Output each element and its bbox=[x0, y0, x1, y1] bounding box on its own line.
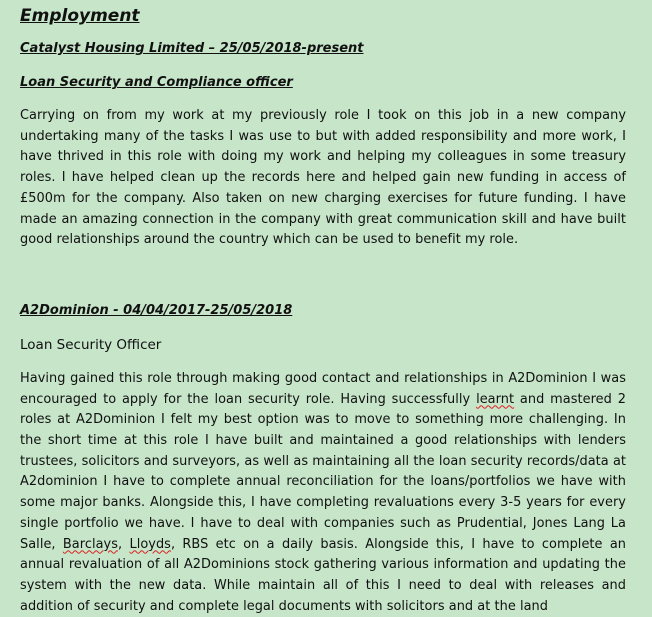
section-heading: Employment bbox=[20, 6, 140, 26]
spellcheck-word-learnt: learnt bbox=[476, 391, 515, 407]
job-2-description-part-3: and mastered 2 roles at A2Dominion I felt my best option was to move to something more challenging. In the short time at this role I have built and maintained a good relationships with lenders trustees, solicitors and surveyors, as well as maintaining all the loan security records/data at A2dominion I have to complete annual reconciliation for the loans/portfolios we have with some major banks. Alongside this, I have completing revaluations every 3-5 years for every single portfolio we have. I have to deal with companies such as Prudential, Jones Lang La Salle, bbox=[20, 391, 626, 552]
job-1-description: Carrying on from my work at my previously role I took on this job in a new company undertaking many of the tasks I was use to but with added responsibility and more work, I have thrived in this role with doing my work and helping my colleagues in some treasury roles. I have helped clean up the records here and helped gain new funding in access of £500m for the company. Also taken on new charging exercises for future funding. I have made an amazing connection in the company with great communication skill and have built good relationships around the country which can be used to benefit my role. bbox=[20, 108, 626, 248]
job-2-company-line: A2Dominion - 04/04/2017-25/05/2018 bbox=[20, 302, 293, 318]
document-body bbox=[20, 0, 626, 617]
job-2-description bbox=[20, 369, 626, 617]
spellcheck-word-barclays: Barclays bbox=[62, 536, 118, 552]
job-2-description-part-5: , bbox=[117, 536, 130, 552]
spellcheck-word-lloyds: Lloyds bbox=[129, 536, 171, 552]
job-1-role-title: Loan Security and Compliance officer bbox=[20, 75, 293, 90]
job-1-company-line: Catalyst Housing Limited – 25/05/2018-present bbox=[20, 41, 364, 56]
job-2-description-part-7: , RBS etc on a daily basis. Alongside this, I have to complete an annual revaluation of all A2Dominions stock gathering various information and updating the system with the new data. While maintain all of this I need to deal with releases and addition of security and complete legal documents with solicitors and at the land bbox=[20, 536, 627, 614]
job-2-role-title: Loan Security Officer bbox=[20, 336, 162, 353]
job-2-description-part-1: Having gained this role through making good contact and relationships in A2Dominion I was encouraged to apply for the loan security role. Having successfully bbox=[20, 370, 626, 407]
